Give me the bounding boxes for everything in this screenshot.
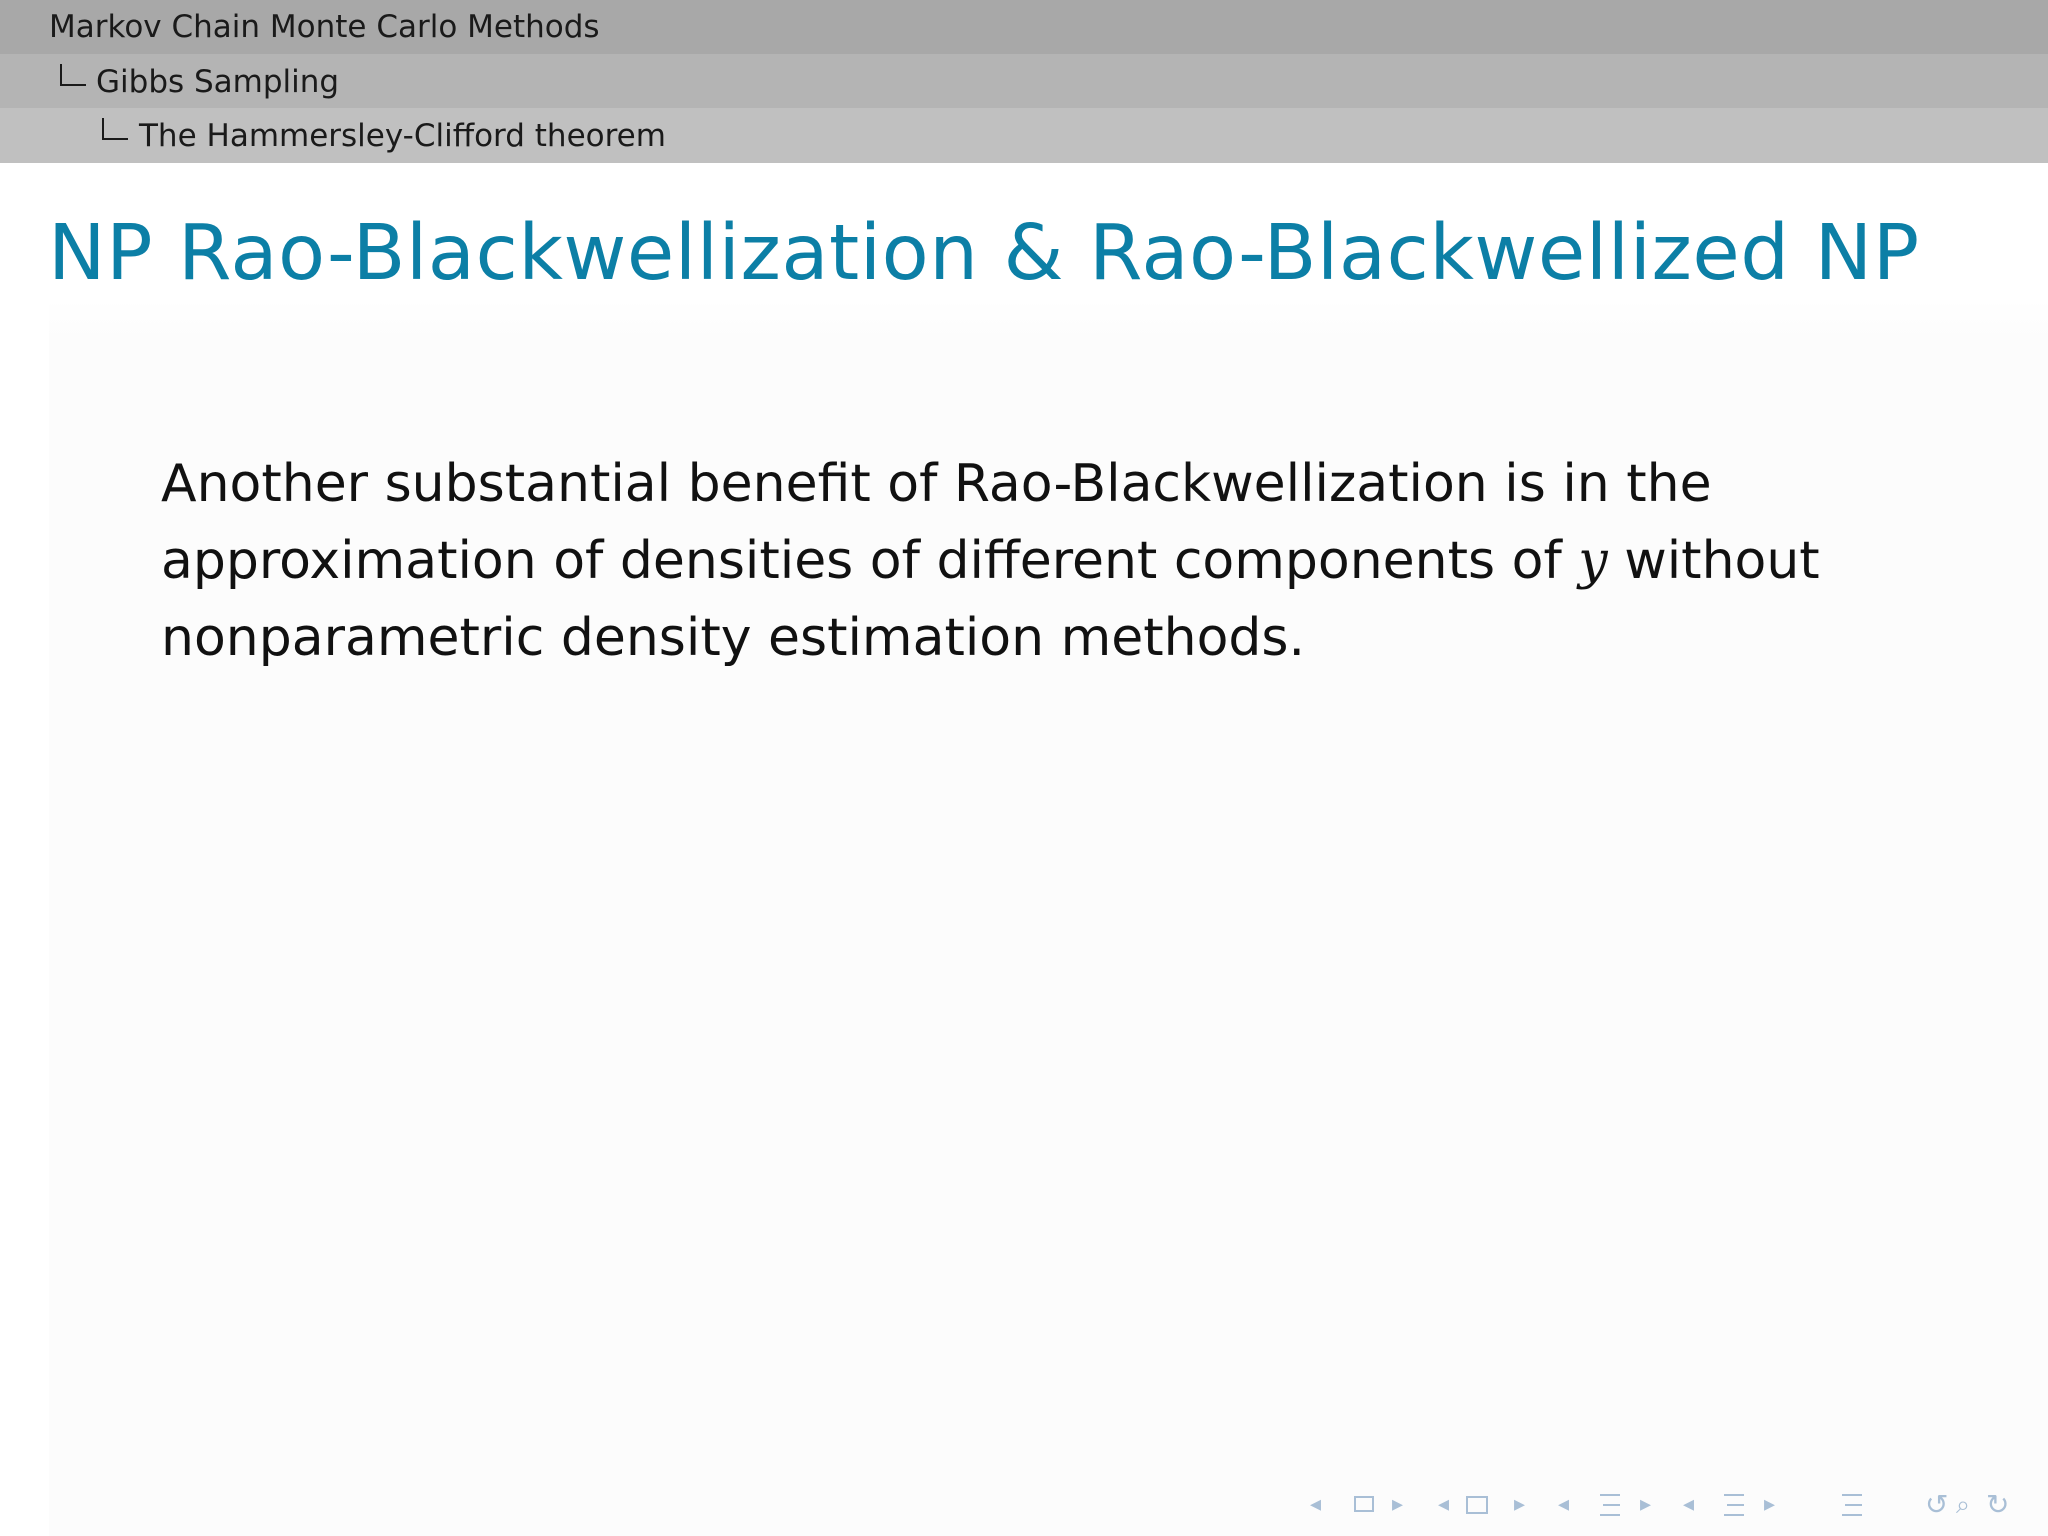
- right-arrow-icon[interactable]: ▸: [1764, 1492, 1776, 1517]
- body-text-end: without nonparametric density estimation methods.: [161, 531, 1820, 668]
- left-arrow-icon[interactable]: ◂: [1310, 1492, 1322, 1517]
- section-icon[interactable]: [1600, 1494, 1620, 1516]
- right-arrow-icon[interactable]: ▸: [1514, 1492, 1526, 1517]
- section-header: [0, 0, 2048, 54]
- beamer-navigation: [1310, 1488, 2030, 1522]
- body-text-start: Another substantial benefit of Rao-Blackwellization is in the approximation of densities of different components of: [161, 454, 1712, 591]
- tree-branch-icon: [102, 118, 128, 140]
- document-icon[interactable]: [1724, 1494, 1744, 1516]
- right-arrow-icon[interactable]: ▸: [1392, 1492, 1404, 1517]
- align-icon[interactable]: [1842, 1494, 1862, 1516]
- forward-icon[interactable]: ↻: [1986, 1488, 2010, 1521]
- math-variable: y: [1578, 531, 1608, 591]
- subsubsection-header: [0, 108, 2048, 163]
- tree-branch-icon: [60, 64, 86, 86]
- subsubsection-title: The Hammersley-Clifford theorem: [139, 118, 666, 154]
- left-arrow-icon[interactable]: ◂: [1558, 1492, 1570, 1517]
- frame-icon[interactable]: [1354, 1496, 1374, 1512]
- section-title: Markov Chain Monte Carlo Methods: [49, 9, 600, 45]
- right-arrow-icon[interactable]: ▸: [1640, 1492, 1652, 1517]
- back-icon[interactable]: ↺: [1925, 1488, 1949, 1521]
- left-arrow-icon[interactable]: ◂: [1438, 1492, 1450, 1517]
- subsection-icon[interactable]: [1466, 1496, 1488, 1514]
- body-paragraph: [161, 446, 1961, 677]
- left-arrow-icon[interactable]: ◂: [1683, 1492, 1695, 1517]
- subsection-title: Gibbs Sampling: [96, 64, 340, 100]
- search-icon[interactable]: ⌕: [1956, 1490, 1971, 1519]
- frame-title: NP Rao-Blackwellization & Rao-Blackwellized NP: [48, 209, 1920, 298]
- subsection-header: [0, 54, 2048, 108]
